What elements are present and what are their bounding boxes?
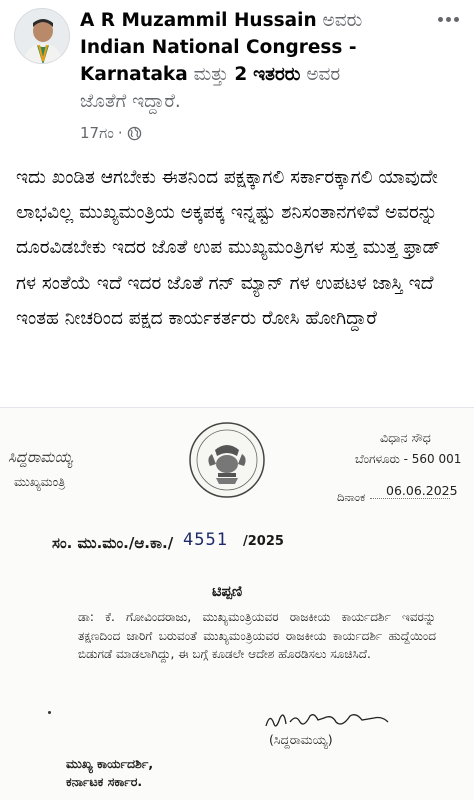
letter-sender-title: ಮುಖ್ಯಮಂತ್ರಿ xyxy=(14,474,66,489)
avatar[interactable] xyxy=(14,8,70,64)
letter-ref-prefix: ಸಂ. ಮು.ಮಂ./ಆ.ಕಾ./ xyxy=(52,534,174,552)
letter-ref-number: 4551 xyxy=(183,530,228,550)
others-count[interactable]: 2 xyxy=(234,64,248,85)
post-caption: ಇದು ಖಂಡಿತ ಆಗಬೇಕು ಈತನಿಂದ ಪಕ್ಷಕ್ಕಾಗಲಿ ಸರ್ಕಾರಕ್ಕಾಗಲಿ ಯಾವುದೇ ಲಾಭವಿಲ್ಲ ಮುಖ್ಯಮಂತ್ರಿಯ ಅಕ್ಕಪಕ್ಕ ಇನ್ನಷ್ಟು ಶನಿಸಂತಾನಗಳಿವೆ ಅವರನ್ನು ದೂರವಿಡಬೇಕು ಇದರ ಜೊತೆ ಉಪ ಮುಖ್ಯಮಂತ್ರಿಗಳ ಸುತ್ತ ಮುತ್ತ ಫ್ರಾಡ್ ಗಳ ಸಂತೆಯೆ ಇದೆ ಇದರ ಜೊತೆ ಗನ್ ಮ್ಯಾನ್ ಗಳ ಉಪಟಳ ಜಾಸ್ತಿ ಇದೆ ಇಂತಹ ನೀಚರಿಂದ ಪಕ್ಷದ ಕಾರ್ಯಕರ್ತರು ರೋಸಿ ಹೋಗಿದ್ದಾರೆ xyxy=(16,167,441,329)
letter-date-label: ದಿನಾಂಕ xyxy=(337,490,366,504)
page-name[interactable]: Indian National Congress - Karnataka xyxy=(80,37,357,85)
with-word: ಅವರು xyxy=(322,10,363,31)
letter-office: ವಿಧಾನ ಸೌಧ xyxy=(380,430,431,445)
post-attribution xyxy=(80,7,420,115)
date-underline xyxy=(370,498,450,499)
recipient-line-2: ಕರ್ನಾಟಕ ಸರ್ಕಾರ. xyxy=(66,774,143,789)
signature-name: (ಸಿದ್ದರಾಮಯ್ಯ) xyxy=(269,732,333,747)
more-options-icon[interactable] xyxy=(434,10,462,28)
letter-heading: ಟಿಪ್ಪಣಿ xyxy=(212,584,243,600)
meta-separator: · xyxy=(117,124,123,142)
post-header xyxy=(0,0,474,150)
others-link[interactable]: ಇತರರು xyxy=(253,64,301,85)
letter-ref-year: /2025 xyxy=(243,534,284,549)
letter-body: ಡಾ: ಕೆ. ಗೋವಿಂದರಾಜು, ಮುಖ್ಯಮಂತ್ರಿಯವರ ರಾಜಕೀಯ ಕಾರ್ಯದರ್ಶಿ ಇವರನ್ನು ತಕ್ಷಣದಿಂದ ಜಾರಿಗೆ ಬರುವಂತೆ ಮುಖ್ಯಮಂತ್ರಿಯವರ ರಾಜಕೀಯ ಕಾರ್ಯದರ್ಶಿ ಹುದ್ದೆಯಿಂದ ಬಿಡುಗಡೆ ಮಾಡಲಾಗಿದ್ದು, ಈ ಬಗ್ಗೆ ಕೂಡಲೇ ಆದೇಶ ಹೊರಡಿಸಲು ಸೂಚಿಸಿದೆ. xyxy=(78,610,436,661)
letter-city: ಬೆಂಗಳೂರು - 560 001 xyxy=(355,452,462,466)
handwritten-signature xyxy=(262,708,392,734)
post-time[interactable]: 17ಗಂ xyxy=(80,124,114,142)
author-name[interactable]: A R Muzammil Hussain xyxy=(80,10,317,31)
letter-date: 06.06.2025 xyxy=(386,483,458,498)
globe-icon[interactable] xyxy=(127,126,142,141)
together-text: ಜೊತೆಗೆ ಇದ್ದಾರೆ. xyxy=(80,91,181,112)
letter-sender-name: ಸಿದ್ದರಾಮಯ್ಯ xyxy=(8,448,73,466)
post-meta xyxy=(80,124,142,142)
attached-letter-image[interactable] xyxy=(0,407,474,800)
tail-word: ಅವರ xyxy=(306,64,341,85)
profile-photo xyxy=(15,9,70,64)
margin-dot xyxy=(48,711,51,714)
and-word: ಮತ್ತು xyxy=(193,64,229,85)
karnataka-emblem-icon xyxy=(188,420,266,500)
recipient-line-1: ಮುಖ್ಯ ಕಾರ್ಯದರ್ಶಿ, xyxy=(66,756,154,771)
